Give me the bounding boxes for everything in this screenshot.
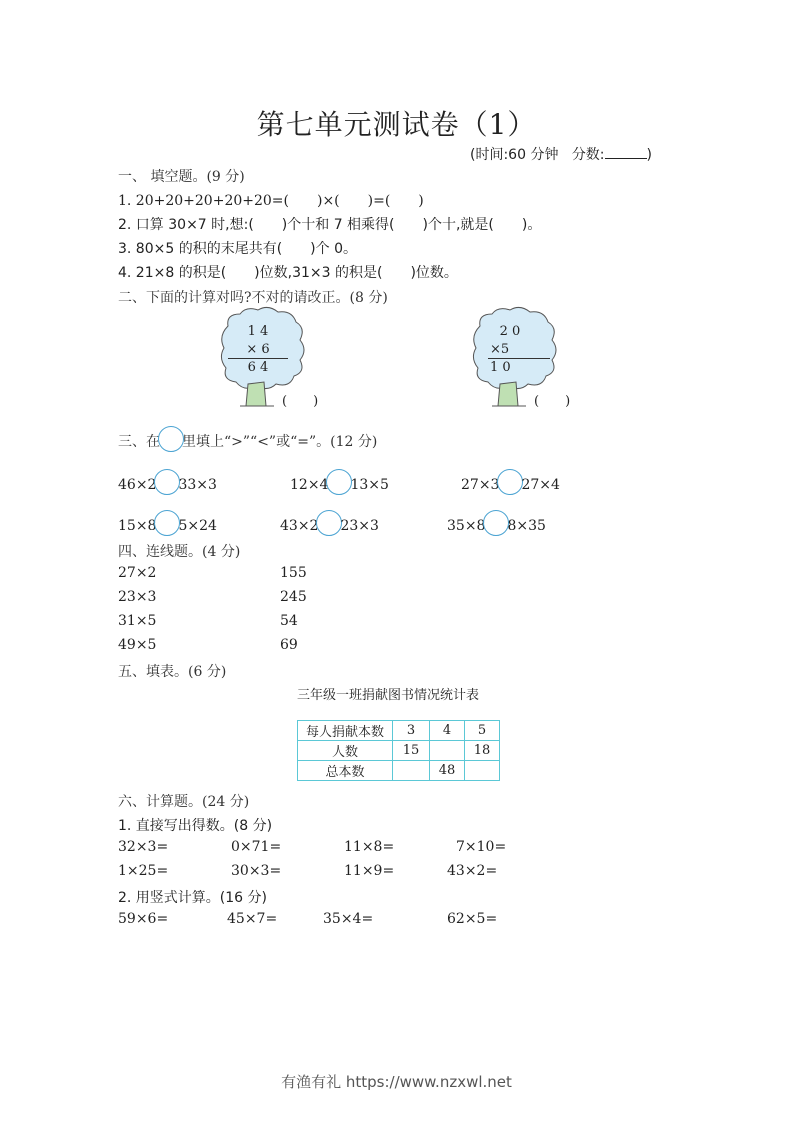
answer-blank[interactable]: ( ) <box>534 394 571 409</box>
oral-calc: 11×9= <box>344 863 395 879</box>
compare-circle[interactable] <box>326 469 352 495</box>
compare-5: 43×2 23×3 <box>280 510 379 536</box>
table-row: 人数 15 18 <box>298 741 500 761</box>
match-left-4[interactable]: 49×5 <box>118 637 157 653</box>
question-1-4: 4. 21×8 的积是( )位数,31×3 的积是( )位数。 <box>118 265 458 281</box>
compare-4: 15×8 5×24 <box>118 510 217 536</box>
compare-circle[interactable] <box>316 510 342 536</box>
oral-calc: 30×3= <box>231 863 282 879</box>
vertical-calc: 59×6= <box>118 911 169 927</box>
circle-icon <box>158 426 184 452</box>
table-row: 每人捐献本数 3 4 5 <box>298 721 500 741</box>
time-label: (时间:60 分钟 <box>470 147 559 163</box>
compare-1: 46×2 33×3 <box>118 469 217 495</box>
compare-circle[interactable] <box>154 510 180 536</box>
oral-calc: 11×8= <box>344 839 395 855</box>
score-label: 分数: <box>571 147 605 163</box>
compare-6: 35×8 8×35 <box>447 510 546 536</box>
score-blank[interactable] <box>605 146 647 159</box>
section-4-heading: 四、连线题。(4 分) <box>118 544 241 560</box>
match-right-3[interactable]: 54 <box>280 613 298 629</box>
compare-circle[interactable] <box>154 469 180 495</box>
section-6-sub2: 2. 用竖式计算。(16 分) <box>118 890 267 906</box>
table-blank-cell[interactable] <box>393 761 430 781</box>
match-right-1[interactable]: 155 <box>280 565 307 581</box>
stats-table <box>297 720 500 781</box>
compare-3: 27×3 27×4 <box>461 469 560 495</box>
table-blank-cell[interactable] <box>430 741 465 761</box>
question-1-2: 2. 口算 30×7 时,想:( )个十和 7 相乘得( )个十,就是( )。 <box>118 217 542 233</box>
vertical-calc: 35×4= <box>323 911 374 927</box>
table-row: 总本数 48 <box>298 761 500 781</box>
match-right-2[interactable]: 245 <box>280 589 307 605</box>
section-3-heading: 三、在 里填上“>”“<”或“=”。(12 分) <box>118 426 377 452</box>
exam-meta: (时间:60 分钟 分数: ) <box>470 147 652 163</box>
oral-calc: 7×10= <box>456 839 507 855</box>
tree-problem-1: 1 4 × 6 6 4 ( ) <box>216 306 316 416</box>
answer-blank[interactable]: ( ) <box>282 394 319 409</box>
vertical-calc: 45×7= <box>227 911 278 927</box>
watermark: 有渔有礼 https://www.nzxwl.net <box>281 1073 512 1091</box>
vertical-calc: 62×5= <box>447 911 498 927</box>
table-title: 三年级一班捐献图书情况统计表 <box>297 688 480 703</box>
section-5-heading: 五、填表。(6 分) <box>118 664 227 680</box>
question-1-3: 3. 80×5 的积的末尾共有( )个 0。 <box>118 241 357 257</box>
page-title: 第七单元测试卷（1） <box>256 108 537 141</box>
question-1-1: 1. 20+20+20+20+20=( )×( )=( ) <box>118 193 424 209</box>
compare-circle[interactable] <box>483 510 509 536</box>
compare-circle[interactable] <box>497 469 523 495</box>
oral-calc: 1×25= <box>118 863 169 879</box>
table-blank-cell[interactable] <box>465 761 500 781</box>
section-2-heading: 二、下面的计算对吗?不对的请改正。(8 分) <box>118 290 388 306</box>
tree-problem-2: 2 0 ×5 1 0 ( ) <box>468 306 568 416</box>
oral-calc: 32×3= <box>118 839 169 855</box>
section-6-heading: 六、计算题。(24 分) <box>118 794 250 810</box>
section-1-heading: 一、 填空题。(9 分) <box>118 169 245 185</box>
oral-calc: 0×71= <box>231 839 282 855</box>
match-left-3[interactable]: 31×5 <box>118 613 157 629</box>
match-left-1[interactable]: 27×2 <box>118 565 157 581</box>
compare-2: 12×4 13×5 <box>290 469 389 495</box>
section-6-sub1: 1. 直接写出得数。(8 分) <box>118 818 273 834</box>
match-left-2[interactable]: 23×3 <box>118 589 157 605</box>
match-right-4[interactable]: 69 <box>280 637 298 653</box>
oral-calc: 43×2= <box>447 863 498 879</box>
